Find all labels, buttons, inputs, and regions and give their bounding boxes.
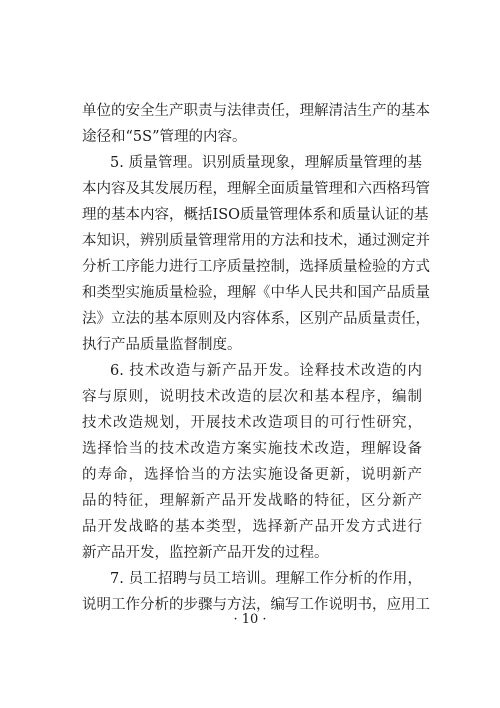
paragraph [82, 150, 430, 358]
text-line: 7. 员工招聘与员工培训。理解工作分析的作用， [110, 571, 422, 587]
page-number: · 10 · [233, 612, 267, 627]
body-text [82, 98, 430, 618]
paragraph [82, 98, 430, 150]
text-line: 执行产品质量监督制度。 [82, 337, 242, 353]
text-line: 技术改造规划，开展技术改造项目的可行性研究， [82, 415, 422, 431]
text-line: 法》立法的基本原则及内容体系，区别产品质量责任， [82, 311, 430, 327]
text-line: 说明工作分析的步骤与方法，编写工作说明书，应用工 [82, 597, 430, 613]
text-line: 途径和“5S”管理的内容。 [82, 129, 247, 145]
paragraph [82, 358, 422, 566]
text-line: 理的基本内容，概括ISO质量管理体系和质量认证的基 [82, 207, 429, 223]
text-line: 单位的安全生产职责与法律责任，理解清洁生产的基本 [82, 103, 430, 119]
text-line: 品的特征，理解新产品开发战略的特征，区分新产 [82, 493, 422, 509]
text-line: 5. 质量管理。识别质量现象，理解质量管理的基 [110, 155, 422, 171]
text-line: 和类型实施质量检验，理解《中华人民共和国产品质量 [82, 285, 430, 301]
text-line: 容与原则，说明技术改造的层次和基本程序，编制 [82, 389, 422, 405]
text-line: 6. 技术改造与新产品开发。诠释技术改造的内 [110, 363, 422, 379]
text-line: 新产品开发，监控新产品开发的过程。 [82, 545, 329, 561]
paragraph [82, 566, 430, 618]
text-line: 本内容及其发展历程，理解全面质量管理和六西格玛管 [82, 181, 430, 197]
text-line: 分析工序能力进行工序质量控制，选择质量检验的方式 [82, 259, 430, 275]
text-line: 的寿命，选择恰当的方法实施设备更新，说明新产 [82, 467, 422, 483]
text-line: 本知识，辨别质量管理常用的方法和技术，通过测定并 [82, 233, 430, 249]
text-line: 品开发战略的基本类型，选择新产品开发方式进行 [82, 519, 422, 535]
text-line: 选择恰当的技术改造方案实施技术改造，理解设备 [82, 441, 422, 457]
